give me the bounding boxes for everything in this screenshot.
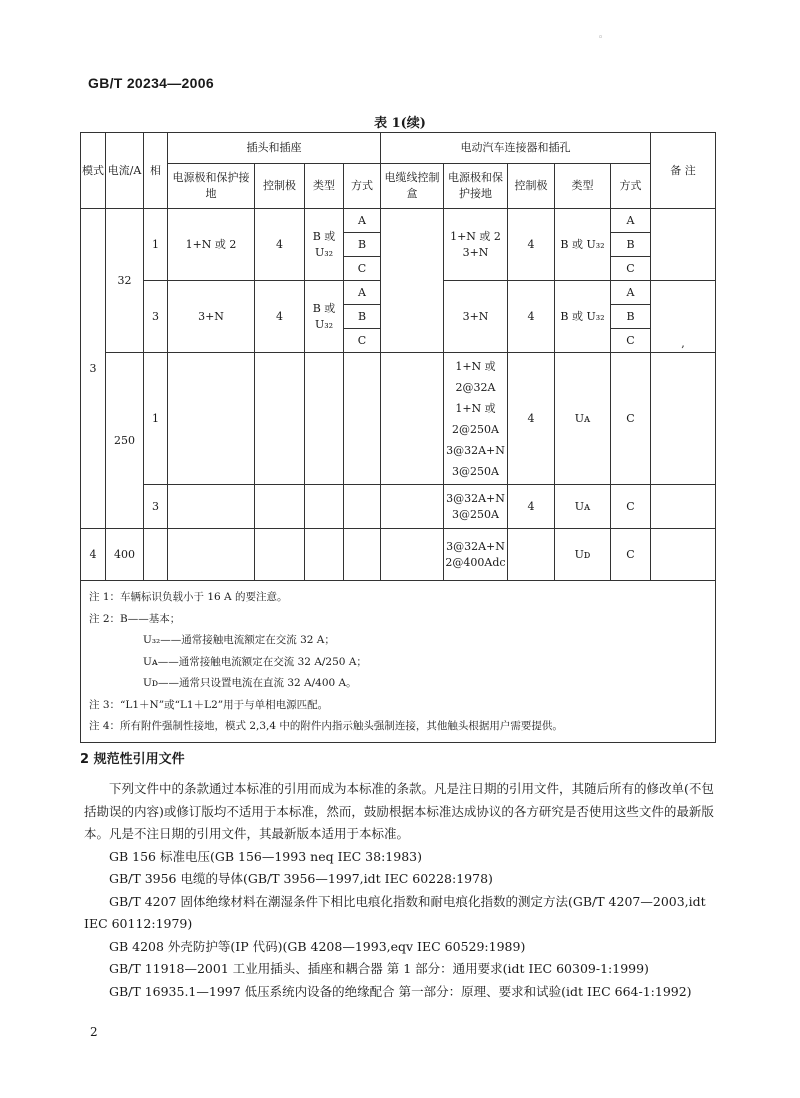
section-title: 2 规范性引用文件 (80, 752, 185, 767)
cell-ev-type: Uᴀ (555, 485, 611, 529)
cell-plug-type (305, 353, 344, 485)
header-phase: 相 (144, 133, 168, 209)
cell-phase: 1 (144, 209, 168, 281)
reference-gbt3956: GB/T 3956 电缆的导体(GB/T 3956—1997,idt IEC 60228:1978) (109, 871, 493, 886)
cell-ev-control: 4 (508, 209, 555, 281)
note-3: 注 3：“L1＋N”或“L1＋L2”用于与单相电源匹配。 (89, 698, 329, 711)
cell-plug-control (255, 485, 305, 529)
page-number: 2 (90, 1025, 98, 1039)
cell-mode: 4 (81, 529, 106, 581)
cell-ev-power: 1+N 或 2 3+N (444, 209, 508, 281)
cell-plug-type: B 或 U₃₂ (305, 281, 344, 353)
header-plug-type: 类型 (305, 164, 344, 209)
note-2-ud: Uᴅ——通常只设置电流在直流 32 A/400 A。 (143, 677, 357, 689)
cell-ev-method: C (611, 353, 651, 485)
cell-plug-power: 3+N (168, 281, 255, 353)
header-ev-control: 控制极 (508, 164, 555, 209)
cell-plug-power (168, 485, 255, 529)
header-plug-power: 电源极和保护接地 (168, 164, 255, 209)
note-2-u32: U₃₂——通常接触电流额定在交流 32 A； (143, 634, 335, 646)
cell-ev-method: C (611, 485, 651, 529)
cell-plug-method (344, 353, 381, 485)
cell-ev-method: C (611, 529, 651, 581)
cell-plug-method: B (344, 305, 381, 329)
cell-ev-power: 3@32A+N 2@400Adc (444, 529, 508, 581)
cell-ev-power: 3@32A+N 3@250A (444, 485, 508, 529)
cell-ev-box (381, 353, 444, 485)
cell-ev-method: B (611, 305, 651, 329)
header-current: 电流/A (106, 133, 144, 209)
cell-remarks (651, 353, 716, 485)
note-4: 注 4：所有附件强制性接地，模式 2,3,4 中的附件内指示触头强制连接，其他触头根据用户需要提供。 (89, 720, 563, 732)
cell-phase: 3 (144, 281, 168, 353)
cell-ev-box (381, 209, 444, 353)
note-1: 注 1：车辆标识负载小于 16 A 的要注意。 (89, 591, 288, 603)
section-paragraph: 下列文件中的条款通过本标准的引用而成为本标准的条款。凡是注日期的引用文件，其随后所有的修改单(不包括勘误的内容)或修订版均不适用于本标准，然而，鼓励根据本标准达成协议的各方研究是否使用这些文件的最新版本。凡是不注日期的引用文件，其最新版本适用于本标准。 (84, 781, 714, 841)
cell-plug-method: A (344, 281, 381, 305)
cell-current: 250 (106, 353, 144, 529)
cell-ev-method: B (611, 233, 651, 257)
cell-ev-type: Uᴅ (555, 529, 611, 581)
cell-ev-type: Uᴀ (555, 353, 611, 485)
cell-remarks (651, 529, 716, 581)
cell-phase: 1 (144, 353, 168, 485)
cell-ev-control (508, 529, 555, 581)
reference-gbt16935: GB/T 16935.1—1997 低压系统内设备的绝缘配合 第一部分：原理、要求和试验(idt IEC 664-1:1992) (109, 983, 692, 999)
cell-plug-power (168, 353, 255, 485)
cell-plug-type: B 或 U₃₂ (305, 209, 344, 281)
reference-gbt4207: GB/T 4207 固体绝缘材料在潮湿条件下相比电痕化指数和耐电痕化指数的测定方法(GB/T 4207—2003,idt IEC 60112:1979) (84, 893, 706, 931)
note-2-ua: Uᴀ——通常接触电流额定在交流 32 A/250 A； (143, 655, 367, 668)
cell-ev-method: C (611, 329, 651, 353)
table-notes (81, 581, 716, 743)
cell-ev-method: A (611, 281, 651, 305)
cell-plug-control: 4 (255, 209, 305, 281)
cell-remarks (651, 485, 716, 529)
cell-plug-method: C (344, 329, 381, 353)
cell-remarks: , (651, 281, 716, 353)
cell-ev-box (381, 485, 444, 529)
cell-ev-power: 1+N 或 2@32A 1+N 或 2@250A 3@32A+N 3@250A (444, 353, 508, 485)
header-mode: 模式 (81, 133, 106, 209)
cell-plug-method: B (344, 233, 381, 257)
reference-gb156: GB 156 标准电压(GB 156—1993 neq IEC 38:1983) (109, 848, 422, 864)
cell-ev-type: B 或 U₃₂ (555, 281, 611, 353)
header-ev-type: 类型 (555, 164, 611, 209)
standard-table (80, 132, 716, 743)
cell-plug-method (344, 529, 381, 581)
cell-ev-method: C (611, 257, 651, 281)
cell-plug-control (255, 529, 305, 581)
cell-ev-power: 3+N (444, 281, 508, 353)
reference-gb4208: GB 4208 外壳防护等(IP 代码)(GB 4208—1993,eqv IEC 60529:1989) (109, 938, 526, 954)
cell-plug-control: 4 (255, 281, 305, 353)
table-title: 表 1(续) (374, 116, 426, 131)
standard-code: GB/T 20234—2006 (88, 75, 214, 91)
section-body (84, 778, 716, 1003)
cell-mode: 3 (81, 209, 106, 529)
header-plug-group: 插头和插座 (168, 133, 381, 164)
cell-plug-method: C (344, 257, 381, 281)
cell-phase (144, 529, 168, 581)
cell-plug-method (344, 485, 381, 529)
cell-ev-control: 4 (508, 353, 555, 485)
note-2: 注 2：B——基本； (89, 612, 181, 625)
cell-phase: 3 (144, 485, 168, 529)
cell-current: 32 (106, 209, 144, 353)
header-remarks: 备 注 (651, 133, 716, 209)
cell-plug-method: A (344, 209, 381, 233)
header-plug-control: 控制极 (255, 164, 305, 209)
cell-plug-type (305, 485, 344, 529)
cell-ev-control: 4 (508, 281, 555, 353)
cell-current: 400 (106, 529, 144, 581)
header-ev-power: 电源极和保护接地 (444, 164, 508, 209)
cell-plug-power (168, 529, 255, 581)
header-ev-group: 电动汽车连接器和插孔 (381, 133, 651, 164)
cell-ev-type: B 或 U₃₂ (555, 209, 611, 281)
cell-plug-control (255, 353, 305, 485)
cell-plug-power: 1+N 或 2 (168, 209, 255, 281)
cell-ev-method: A (611, 209, 651, 233)
reference-gbt11918: GB/T 11918—2001 工业用插头、插座和耦合器 第 1 部分：通用要求(idt IEC 60309-1:1999) (109, 961, 649, 976)
cell-ev-control: 4 (508, 485, 555, 529)
header-ev-method: 方式 (611, 164, 651, 209)
cell-ev-box (381, 529, 444, 581)
cell-plug-type (305, 529, 344, 581)
stray-mark: ◦ (598, 33, 604, 43)
header-plug-method: 方式 (344, 164, 381, 209)
cell-remarks (651, 209, 716, 281)
header-ev-box: 电缆线控制盒 (381, 164, 444, 209)
